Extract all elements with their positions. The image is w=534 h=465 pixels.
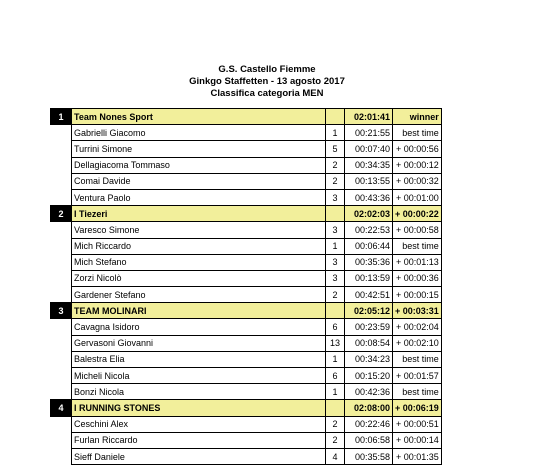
runner-gap: + 00:00:36: [393, 270, 442, 286]
runner-gap: + 00:00:12: [393, 157, 442, 173]
runner-spacer: [51, 141, 72, 157]
runner-name: Comai Davide: [72, 173, 326, 189]
runner-row: [51, 384, 442, 400]
runner-time: 00:07:40: [345, 141, 393, 157]
runner-spacer: [51, 157, 72, 173]
runner-row: [51, 189, 442, 205]
runner-gap: + 00:00:32: [393, 173, 442, 189]
runner-row: [51, 448, 442, 464]
runner-name: Bonzi Nicola: [72, 384, 326, 400]
runner-gap: + 00:01:57: [393, 368, 442, 384]
runner-time: 00:15:20: [345, 368, 393, 384]
runner-time: 00:42:51: [345, 287, 393, 303]
runner-name: Mich Riccardo: [72, 238, 326, 254]
runner-gap: + 00:00:51: [393, 416, 442, 432]
runner-row: [51, 432, 442, 448]
runner-name: Zorzi Nicolò: [72, 270, 326, 286]
team-name: TEAM MOLINARI: [72, 303, 326, 319]
runner-name: Ceschini Alex: [72, 416, 326, 432]
team-leg-empty: [326, 400, 345, 416]
team-leg-empty: [326, 206, 345, 222]
runner-leg: 2: [326, 157, 345, 173]
runner-time: 00:06:58: [345, 432, 393, 448]
runner-leg: 1: [326, 238, 345, 254]
runner-gap: + 00:00:14: [393, 432, 442, 448]
runner-spacer: [51, 238, 72, 254]
runner-spacer: [51, 125, 72, 141]
runner-spacer: [51, 416, 72, 432]
runner-leg: 3: [326, 222, 345, 238]
team-row: [51, 206, 442, 222]
runner-time: 00:35:36: [345, 254, 393, 270]
runner-time: 00:43:36: [345, 189, 393, 205]
runner-row: [51, 254, 442, 270]
runner-name: Gardener Stefano: [72, 287, 326, 303]
runner-leg: 5: [326, 141, 345, 157]
runner-leg: 4: [326, 448, 345, 464]
team-gap: + 00:00:22: [393, 206, 442, 222]
runner-time: 00:23:59: [345, 319, 393, 335]
team-name: I RUNNING STONES: [72, 400, 326, 416]
runner-name: Gervasoni Giovanni: [72, 335, 326, 351]
runner-row: [51, 335, 442, 351]
runner-leg: 2: [326, 173, 345, 189]
runner-leg: 2: [326, 432, 345, 448]
runner-row: [51, 173, 442, 189]
runner-row: [51, 270, 442, 286]
team-row: [51, 400, 442, 416]
team-time: 02:01:41: [345, 109, 393, 125]
runner-gap: best time: [393, 125, 442, 141]
runner-gap: + 00:02:04: [393, 319, 442, 335]
team-name: Team Nones Sport: [72, 109, 326, 125]
runner-name: Ventura Paolo: [72, 189, 326, 205]
runner-time: 00:08:54: [345, 335, 393, 351]
runner-time: 00:34:23: [345, 351, 393, 367]
team-gap: winner: [393, 109, 442, 125]
runner-row: [51, 238, 442, 254]
runner-spacer: [51, 173, 72, 189]
team-position: 2: [51, 206, 72, 222]
runner-name: Sieff Daniele: [72, 448, 326, 464]
team-gap: + 00:06:19: [393, 400, 442, 416]
runner-row: [51, 141, 442, 157]
runner-gap: + 00:00:15: [393, 287, 442, 303]
runner-leg: 1: [326, 384, 345, 400]
runner-name: Varesco Simone: [72, 222, 326, 238]
runner-row: [51, 157, 442, 173]
runner-leg: 3: [326, 270, 345, 286]
runner-gap: best time: [393, 238, 442, 254]
runner-row: [51, 368, 442, 384]
category-title: Classifica categoria MEN: [210, 88, 324, 99]
runner-name: Dellagiacoma Tommaso: [72, 157, 326, 173]
runner-gap: + 00:02:10: [393, 335, 442, 351]
runner-leg: 13: [326, 335, 345, 351]
team-name: I Tiezeri: [72, 206, 326, 222]
runner-name: Mich Stefano: [72, 254, 326, 270]
runner-time: 00:34:35: [345, 157, 393, 173]
event-title: Ginkgo Staffetten - 13 agosto 2017: [189, 76, 345, 87]
runner-gap: + 00:01:13: [393, 254, 442, 270]
runner-row: [51, 416, 442, 432]
team-leg-empty: [326, 303, 345, 319]
runner-leg: 2: [326, 416, 345, 432]
runner-spacer: [51, 189, 72, 205]
runner-name: Micheli Nicola: [72, 368, 326, 384]
runner-leg: 3: [326, 189, 345, 205]
team-position: 1: [51, 109, 72, 125]
runner-name: Turrini Simone: [72, 141, 326, 157]
runner-spacer: [51, 384, 72, 400]
runner-time: 00:13:55: [345, 173, 393, 189]
team-time: 02:08:00: [345, 400, 393, 416]
runner-name: Cavagna Isidoro: [72, 319, 326, 335]
runner-spacer: [51, 448, 72, 464]
runner-spacer: [51, 287, 72, 303]
team-gap: + 00:03:31: [393, 303, 442, 319]
runner-spacer: [51, 335, 72, 351]
runner-gap: best time: [393, 384, 442, 400]
runner-time: 00:13:59: [345, 270, 393, 286]
results-table: [50, 108, 442, 465]
runner-spacer: [51, 222, 72, 238]
runner-name: Furlan Riccardo: [72, 432, 326, 448]
runner-name: Balestra Elia: [72, 351, 326, 367]
team-row: [51, 109, 442, 125]
runner-time: 00:21:55: [345, 125, 393, 141]
runner-row: [51, 319, 442, 335]
club-name: G.S. Castello Fiemme: [218, 64, 316, 75]
runner-row: [51, 222, 442, 238]
runner-gap: + 00:00:56: [393, 141, 442, 157]
runner-gap: + 00:01:00: [393, 189, 442, 205]
runner-row: [51, 351, 442, 367]
runner-time: 00:06:44: [345, 238, 393, 254]
runner-leg: 6: [326, 368, 345, 384]
team-time: 02:05:12: [345, 303, 393, 319]
runner-spacer: [51, 432, 72, 448]
team-position: 3: [51, 303, 72, 319]
runner-leg: 2: [326, 287, 345, 303]
runner-spacer: [51, 368, 72, 384]
runner-time: 00:22:53: [345, 222, 393, 238]
team-time: 02:02:03: [345, 206, 393, 222]
runner-time: 00:42:36: [345, 384, 393, 400]
team-row: [51, 303, 442, 319]
runner-spacer: [51, 270, 72, 286]
runner-leg: 6: [326, 319, 345, 335]
runner-gap: + 00:01:35: [393, 448, 442, 464]
runner-leg: 3: [326, 254, 345, 270]
team-leg-empty: [326, 109, 345, 125]
runner-leg: 1: [326, 351, 345, 367]
document-header: [0, 64, 534, 100]
runner-leg: 1: [326, 125, 345, 141]
runner-row: [51, 287, 442, 303]
runner-row: [51, 125, 442, 141]
runner-name: Gabrielli Giacomo: [72, 125, 326, 141]
runner-spacer: [51, 351, 72, 367]
runner-gap: best time: [393, 351, 442, 367]
runner-time: 00:35:58: [345, 448, 393, 464]
runner-gap: + 00:00:58: [393, 222, 442, 238]
team-position: 4: [51, 400, 72, 416]
runner-spacer: [51, 319, 72, 335]
runner-spacer: [51, 254, 72, 270]
runner-time: 00:22:46: [345, 416, 393, 432]
